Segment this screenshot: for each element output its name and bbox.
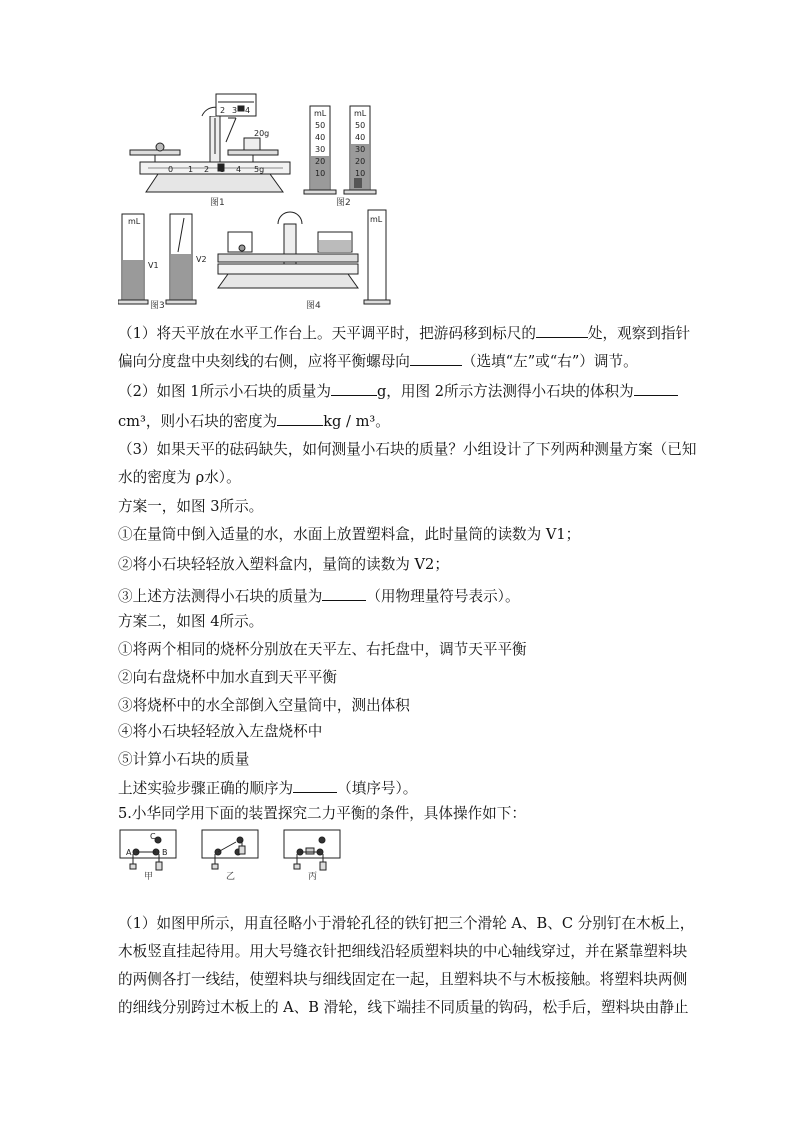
plan1-step2: ②将小石块轻轻放入塑料盒内，量筒的读数为 V2； xyxy=(118,556,449,573)
q2-text-d: kg / m³。 xyxy=(323,413,390,430)
p1-s3-text-a: ③上述方法测得小石块的质量为 xyxy=(118,588,323,605)
fig3-caption: 图3 xyxy=(150,301,165,310)
q3-line2: 水的密度为 ρ水）。 xyxy=(118,469,241,486)
cyl-unit-right: mL xyxy=(354,109,367,118)
setup-figures-svg xyxy=(118,826,358,880)
cyl-right-50: 50 xyxy=(355,121,366,130)
q2-text-b: g，用图 2所示方法测得小石块的体积为 xyxy=(376,383,634,400)
q1-text-d: （选填“左”或“右”）调节。 xyxy=(461,353,638,370)
plan2-step1: ①将两个相同的烧杯分别放在天平左、右托盘中，调节天平平衡 xyxy=(118,641,527,658)
fig1-caption: 图1 xyxy=(210,198,225,208)
setup-bing-illustration xyxy=(284,830,340,870)
cyl-left-30: 30 xyxy=(315,145,326,154)
p1-blank[interactable] xyxy=(322,585,366,601)
setup-caption-bing: 丙 xyxy=(308,872,318,880)
plan2-step2: ②向右盘烧杯中加水直到天平平衡 xyxy=(118,669,337,686)
fig4-balance-illustration xyxy=(218,210,390,304)
setup-yi-illustration xyxy=(202,830,258,869)
v2-label: V2 xyxy=(196,255,207,264)
fig3-unit-left: mL xyxy=(128,217,141,226)
cyl-right-40: 40 xyxy=(355,133,366,142)
cyl-left-50: 50 xyxy=(315,121,326,130)
fig1-balance-illustration xyxy=(130,94,290,192)
q5-part1-line1: （1）如图甲所示，用直径略小于滑轮孔径的铁钉把三个滑轮 A、B、C 分别钉在木板上， xyxy=(118,915,695,932)
q2-line2 xyxy=(118,410,390,432)
zoom-tick-2: 2 xyxy=(220,106,226,115)
p1-s3-text-b: （用物理量符号表示）。 xyxy=(366,588,520,605)
q1-text-b: 处，观察到指针 xyxy=(587,325,691,342)
fig4-unit-ml: mL xyxy=(370,215,383,224)
q1-blank-2[interactable] xyxy=(410,350,462,366)
cyl-unit-left: mL xyxy=(314,109,327,118)
q1-line1 xyxy=(118,322,690,344)
weight-label: 20g xyxy=(254,129,270,138)
ruler-tick-0: 0 xyxy=(168,165,174,174)
q1-text-c: 偏向分度盘中央刻线的右侧，应将平衡螺母向 xyxy=(118,353,410,370)
plan2-heading: 方案二，如图 4所示。 xyxy=(118,613,264,630)
q2-blank-2[interactable] xyxy=(634,380,678,396)
ruler-tick-1: 1 xyxy=(188,165,194,174)
q2-line1 xyxy=(118,380,678,402)
q3-line1: （3）如果天平的砝码缺失，如何测量小石块的质量？小组设计了下列两种测量方案（已知 xyxy=(118,441,697,458)
pulley-label-b: B xyxy=(162,848,168,857)
q5-heading: 5.小华同学用下面的装置探究二力平衡的条件，具体操作如下： xyxy=(118,805,526,822)
plan1-step3 xyxy=(118,585,520,607)
q2-text-a: （2）如图 1所示小石块的质量为 xyxy=(118,383,331,400)
q1-text-a: （1）将天平放在水平工作台上。天平调平时，把游码移到标尺的 xyxy=(118,325,536,342)
q5-part1-line4: 的细线分别跨过木板上的 A、B 滑轮，线下端挂不同质量的钩码，松手后，塑料块由静止 xyxy=(118,999,689,1016)
order-text-a: 上述实验步骤正确的顺序为 xyxy=(118,780,294,797)
q1-line2 xyxy=(118,350,638,372)
plan2-step3: ③将烧杯中的水全部倒入空量筒中，测出体积 xyxy=(118,697,410,714)
cyl-right-10: 10 xyxy=(355,169,366,178)
setup-caption-jia: 甲 xyxy=(144,872,154,880)
pulley-label-c: C xyxy=(150,832,156,841)
zoom-tick-4: 4 xyxy=(245,106,251,115)
q2-blank-1[interactable] xyxy=(331,380,377,396)
cyl-left-40: 40 xyxy=(315,133,326,142)
cyl-right-20: 20 xyxy=(355,157,366,166)
plan1-heading: 方案一，如图 3所示。 xyxy=(118,498,264,515)
order-blank[interactable] xyxy=(293,777,337,793)
fig3-cylinders-illustration xyxy=(118,214,196,304)
figures-svg xyxy=(118,92,678,310)
setup-figures xyxy=(118,826,358,880)
q2-text-c: cm³，则小石块的密度为 xyxy=(118,413,278,430)
q5-part1-line2: 木板竖直挂起待用。用大号缝衣针把细线沿轻质塑料块的中心轴线穿过，并在紧靠塑料块 xyxy=(118,943,688,960)
q2-blank-3[interactable] xyxy=(277,410,323,426)
cyl-left-10: 10 xyxy=(315,169,326,178)
q5-part1-line3: 的两侧各打一线结，使塑料块与细线固定在一起，且塑料块不与木板接触。将塑料块两侧 xyxy=(118,971,688,988)
ruler-tick-3: 3 xyxy=(220,165,226,174)
ruler-tick-2: 2 xyxy=(204,165,210,174)
plan2-step5: ⑤计算小石块的质量 xyxy=(118,751,250,768)
q1-blank-1[interactable] xyxy=(536,322,588,338)
order-text-b: （填序号）。 xyxy=(337,780,418,797)
fig4-caption: 图4 xyxy=(306,301,321,310)
plan1-step1: ①在量筒中倒入适量的水，水面上放置塑料盒，此时量筒的读数为 V1； xyxy=(118,526,581,543)
v1-label: V1 xyxy=(148,261,159,270)
plan2-step4: ④将小石块轻轻放入左盘烧杯中 xyxy=(118,723,323,740)
experiment-figures xyxy=(118,92,678,310)
order-line xyxy=(118,777,417,799)
ruler-tick-5g: 5g xyxy=(254,165,265,174)
setup-caption-yi: 乙 xyxy=(226,872,236,880)
fig2-caption: 图2 xyxy=(336,198,351,208)
pulley-label-a: A xyxy=(126,848,132,857)
ruler-tick-4: 4 xyxy=(236,165,242,174)
cyl-right-30: 30 xyxy=(355,145,366,154)
cyl-left-20: 20 xyxy=(315,157,326,166)
zoom-tick-3: 3 xyxy=(232,106,238,115)
